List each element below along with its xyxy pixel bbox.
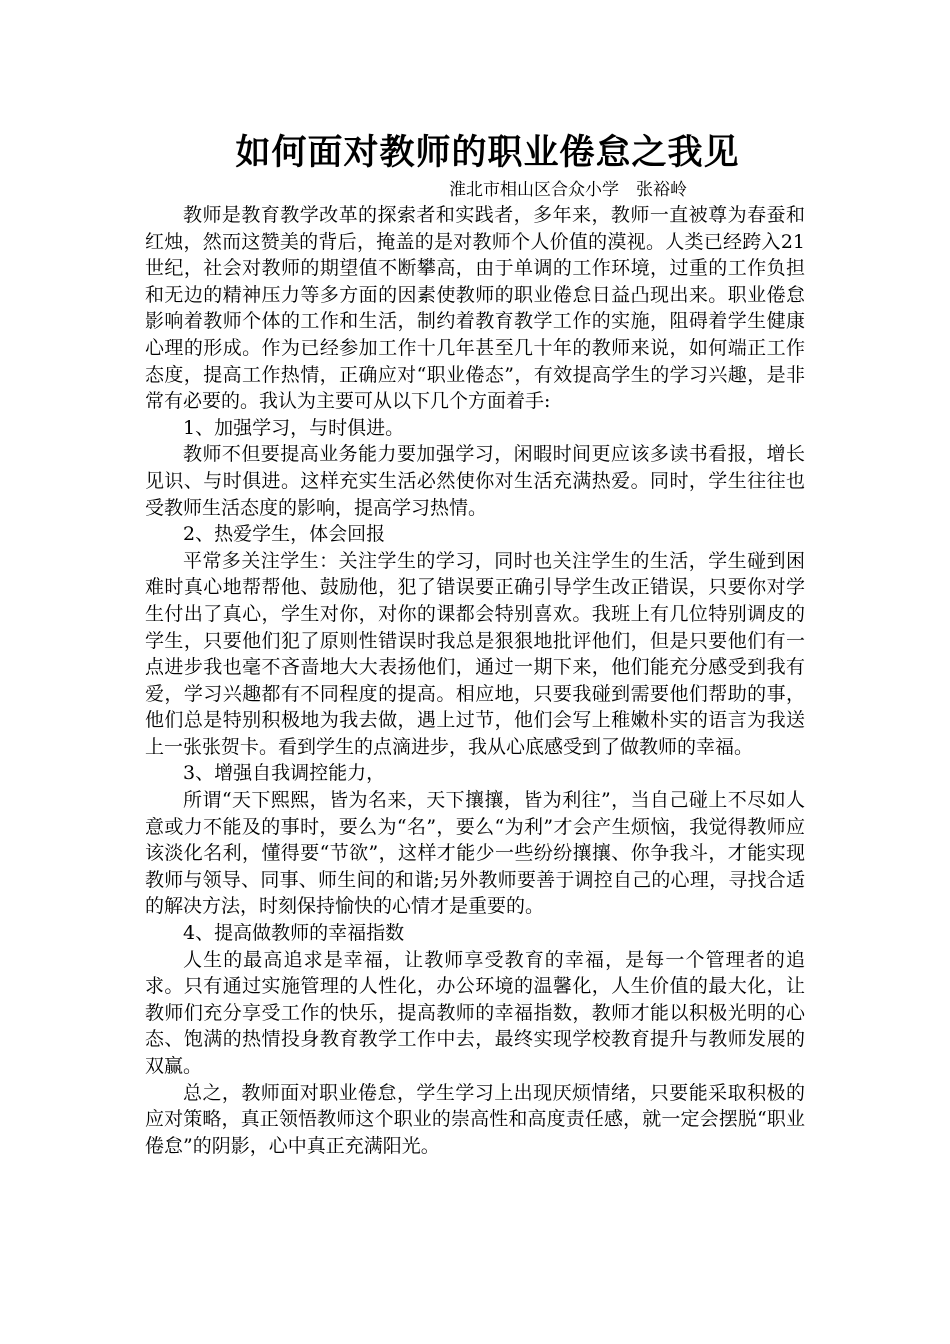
document-title: 如何面对教师的职业倦怠之我见 <box>235 132 740 173</box>
intro-paragraph: 教师是教育教学改革的探索者和实践者，多年来，教师一直被尊为春蚕和红烛，然而这赞美的背后，掩盖的是对教师个人价值的漠视。人类已经跨入21世纪，社会对教师的期望值不断攀高，由于单调的工作环境，过重的工作负担和无边的精神压力等多方面的因素使教师的职业倦怠日益凸现出来。职业倦怠影响着教师个体的工作和生活，制约着教育教学工作的实施，阻碍着学生健康心理的形成。作为已经参加工作十几年甚至几十年的教师来说，如何端正工作态度，提高工作热情，正确应对“职业倦态”，有效提高学生的学习兴趣，是非常有必要的。我认为主要可从以下几个方面着手: <box>145 204 805 413</box>
section-heading-3: 3、增强自我调控能力， <box>183 762 386 785</box>
section-heading-4: 4、提高做教师的幸福指数 <box>183 922 405 945</box>
section-body-2: 平常多关注学生：关注学生的学习，同时也关注学生的生活，学生碰到困难时真心地帮帮他、鼓励他，犯了错误要正确引导学生改正错误，只要你对学生付出了真心，学生对你，对你的课都会特别喜欢。我班上有几位特别调皮的学生，只要他们犯了原则性错误时我总是狠狠地批评他们，但是只要他们有一点进步我也毫不吝啬地大大表扬他们，通过一期下来，他们能充分感受到我有爱，学习兴趣都有不同程度的提高。相应地，只要我碰到需要他们帮助的事，他们总是特别积极地为我去做，遇上过节，他们会写上稚嫩朴实的语言为我送上一张张贺卡。看到学生的点滴进步，我从心底感受到了做教师的幸福。 <box>145 549 805 758</box>
section-heading-2: 2、热爱学生，体会回报 <box>183 523 386 546</box>
section-heading-1: 1、加强学习，与时俱进。 <box>183 416 405 439</box>
section-body-4: 人生的最高追求是幸福，让教师享受教育的幸福，是每一个管理者的追求。只有通过实施管理的人性化，办公环境的温馨化，人生价值的最大化，让教师们充分享受工作的快乐，提高教师的幸福指数，教师才能以积极光明的心态、饱满的热情投身教育教学工作中去，最终实现学校教育提升与教师发展的双赢。 <box>145 948 805 1077</box>
document-page <box>145 128 805 1159</box>
conclusion-paragraph: 总之，教师面对职业倦怠，学生学习上出现厌烦情绪，只要能采取积极的应对策略，真正领悟教师这个职业的崇高性和高度责任感，就一定会摆脱“职业倦怠”的阴影，心中真正充满阳光。 <box>145 1081 805 1157</box>
section-body-1: 教师不但要提高业务能力要加强学习，闲暇时间更应该多读书看报，增长见识、与时俱进。这样充实生活必然使你对生活充满热爱。同时，学生往往也受教师生活态度的影响，提高学习热情。 <box>145 443 805 519</box>
author-byline: 淮北市相山区合众小学 张裕岭 <box>449 180 687 200</box>
section-body-3: 所谓“天下熙熙，皆为名来，天下攘攘，皆为利往”，当自己碰上不尽如人意或力不能及的事时，要么为“名”，要么“为利”才会产生烦恼，我觉得教师应该淡化名利，懂得要“节欲”，这样才能少一些纷纷攘攘、你争我斗，才能实现教师与领导、同事、师生间的和谐;另外教师要善于调控自己的心理，寻找合适的解决方法，时刻保持愉快的心情才是重要的。 <box>145 789 805 918</box>
